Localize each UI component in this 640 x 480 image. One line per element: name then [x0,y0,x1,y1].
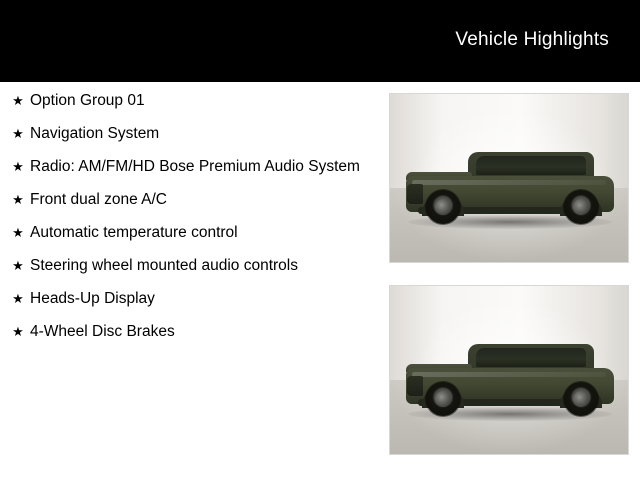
vehicle-grille [407,184,423,204]
list-item [0,288,384,312]
feature-label: Automatic temperature control [30,224,238,241]
front-wheel [426,190,460,224]
feature-label: Front dual zone A/C [30,191,167,208]
feature-label: Steering wheel mounted audio controls [30,257,298,274]
page-header [0,0,640,82]
rear-wheel [564,190,598,224]
list-item [0,156,384,180]
vehicle-windows [476,348,586,367]
feature-label: Heads-Up Display [30,290,155,307]
star-icon: ★ [12,126,24,141]
features-list [0,82,384,480]
page-title: Vehicle Highlights [455,29,609,50]
feature-label: Navigation System [30,125,160,142]
list-item [0,90,384,114]
vehicle-photo-bottom [389,285,629,455]
star-icon: ★ [12,324,24,339]
list-item [0,189,384,213]
suv-illustration [406,336,614,416]
star-icon: ★ [12,159,24,174]
page-content [0,82,640,480]
list-item [0,255,384,279]
star-icon: ★ [12,291,24,306]
feature-label: Radio: AM/FM/HD Bose Premium Audio System [30,158,360,175]
rear-wheel [564,382,598,416]
front-wheel [426,382,460,416]
list-item [0,321,384,345]
feature-label: 4-Wheel Disc Brakes [30,323,175,340]
suv-illustration [406,144,614,224]
vehicle-grille [407,376,423,396]
feature-label: Option Group 01 [30,92,145,109]
list-item [0,222,384,246]
vehicle-photo-top [389,93,629,263]
star-icon: ★ [12,258,24,273]
star-icon: ★ [12,225,24,240]
list-item [0,123,384,147]
vehicle-windows [476,156,586,175]
star-icon: ★ [12,93,24,108]
star-icon: ★ [12,192,24,207]
